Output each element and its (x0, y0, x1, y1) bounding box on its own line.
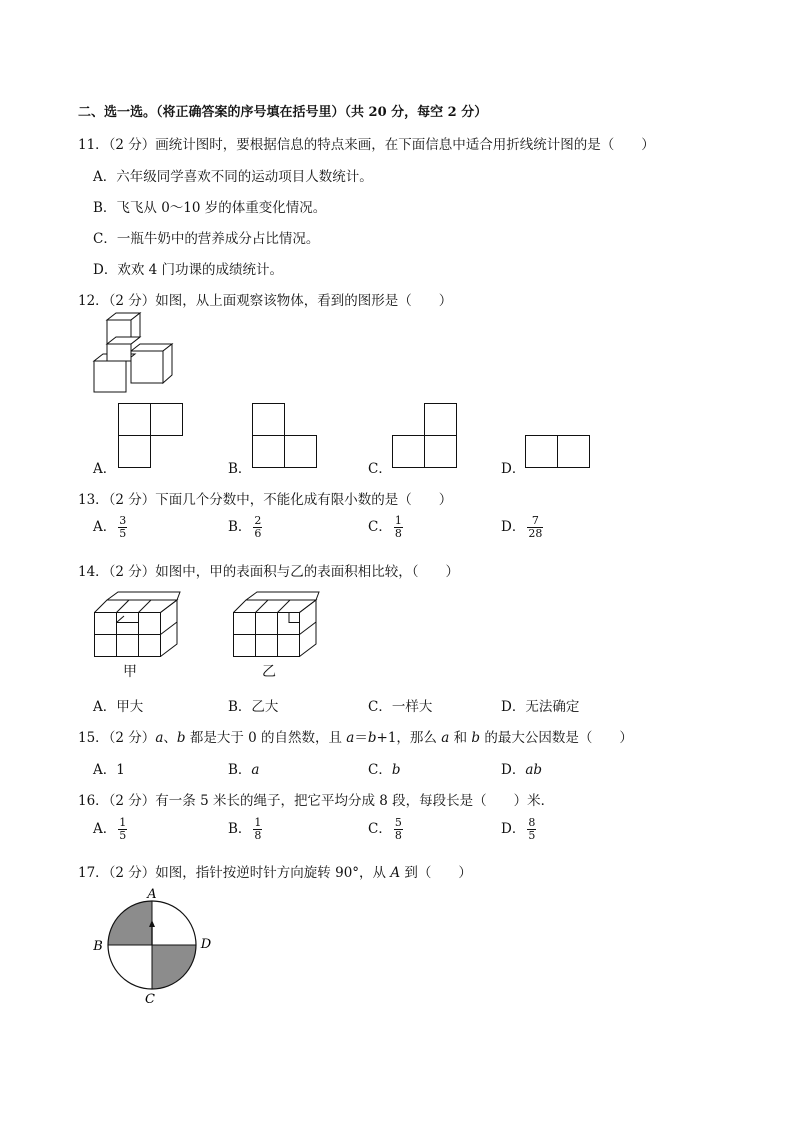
fraction (118, 817, 127, 842)
option-label: A． (93, 762, 117, 778)
option-value: ab (525, 762, 543, 778)
var-a: a (346, 730, 355, 746)
q11-option-b: B．飞飞从 0～10 岁的体重变化情况。 (93, 200, 327, 216)
q12-option-d-label: D． (501, 461, 526, 477)
fraction (394, 817, 403, 842)
q11-option-d: D．欢欢 4 门功课的成绩统计。 (93, 262, 283, 278)
q13-option-c (368, 515, 403, 540)
option-label: C． (368, 762, 392, 778)
question-17-stem (78, 861, 472, 881)
label-point-d: D (200, 937, 212, 952)
q14-option-d: D．无法确定 (501, 699, 580, 715)
q16-option-c (368, 817, 403, 842)
q14-caption-yi: 乙 (262, 664, 276, 680)
option-label: A． (93, 821, 117, 837)
q12-option-a-label: A． (93, 461, 117, 477)
option-label: B． (228, 519, 252, 535)
q15-option-b (228, 758, 259, 778)
q13-option-a (93, 515, 127, 540)
option-value: a (251, 762, 260, 778)
denominator: 8 (254, 829, 262, 842)
q11-option-c: C．一瓶牛奶中的营养成分占比情况。 (93, 231, 320, 247)
option-label: C． (368, 519, 392, 535)
fraction (253, 515, 262, 540)
option-label: D． (501, 519, 526, 535)
option-label: A． (93, 519, 117, 535)
question-11-stem: 11．（2 分）画统计图时，要根据信息的特点来画，在下面信息中适合用折线统计图的是（ ） (78, 137, 655, 153)
q14-caption-jia: 甲 (123, 664, 137, 680)
q16-option-b (228, 817, 262, 842)
numerator: 8 (528, 816, 536, 829)
q16-option-d (501, 817, 536, 842)
denominator: 28 (528, 527, 543, 540)
point-a-ref: A (390, 865, 401, 881)
q12-option-a-shape (118, 403, 184, 469)
denominator: 5 (528, 829, 536, 842)
shaded-quadrant (152, 945, 196, 989)
shaded-quadrant (108, 901, 152, 945)
numerator: 5 (394, 816, 402, 829)
q12-option-d-shape (525, 435, 591, 469)
option-label: B． (228, 762, 252, 778)
numerator: 7 (531, 514, 539, 527)
question-15-stem (78, 726, 633, 746)
denominator: 5 (119, 829, 127, 842)
var-b: b (471, 730, 481, 746)
fraction (394, 515, 403, 540)
var-a: a (155, 730, 164, 746)
question-14-stem: 14．（2 分）如图中，甲的表面积与乙的表面积相比较，（ ） (78, 564, 460, 580)
q13-option-d (501, 515, 543, 540)
fraction (253, 817, 262, 842)
var-b: b (176, 730, 186, 746)
option-label: D． (501, 762, 526, 778)
section-title: 二、选一选。（将正确答案的序号填在括号里）（共 20 分，每空 2 分） (78, 105, 488, 120)
numerator: 1 (394, 514, 402, 527)
q15-option-d (501, 758, 542, 778)
q15-option-c (368, 758, 401, 778)
q12-option-b-label: B． (228, 461, 252, 477)
fraction (527, 817, 536, 842)
option-value: b (391, 762, 401, 778)
question-16-stem: 16．（2 分）有一条 5 米长的绳子，把它平均分成 8 段，每段长是（ ）米． (78, 793, 555, 809)
q14-option-c: C．一样大 (368, 699, 433, 715)
stem-text: +1，那么 (376, 730, 442, 746)
fraction (118, 515, 127, 540)
question-12-stem: 12．（2 分）如图，从上面观察该物体，看到的图形是（ ） (78, 293, 453, 309)
stem-text: 到（ ） (400, 865, 472, 881)
q13-option-b (228, 515, 262, 540)
q11-option-a: A．六年级同学喜欢不同的运动项目人数统计。 (93, 169, 373, 185)
numerator: 3 (119, 514, 127, 527)
option-label: B． (228, 821, 252, 837)
option-value: 1 (116, 762, 125, 778)
fraction (527, 515, 543, 540)
label-point-a: A (147, 887, 157, 902)
label-point-c: C (145, 992, 155, 1007)
var-a: a (441, 730, 450, 746)
numerator: 1 (254, 816, 262, 829)
stem-text: 、 (163, 730, 177, 746)
numerator: 1 (119, 816, 127, 829)
q14-option-a: A．甲大 (93, 699, 144, 715)
stem-text: 和 (449, 730, 472, 746)
stem-text: ＝ (354, 730, 368, 746)
numerator: 2 (254, 514, 262, 527)
question-13-stem: 13．（2 分）下面几个分数中，不能化成有限小数的是（ ） (78, 492, 453, 508)
q17-rotation-dial (88, 885, 218, 1010)
q12-option-b-shape (252, 403, 318, 469)
q14-figure-jia (94, 592, 180, 660)
stem-text: 15．（2 分） (78, 730, 156, 746)
stem-text: 都是大于 0 的自然数，且 (185, 730, 347, 746)
q14-option-b: B．乙大 (228, 699, 279, 715)
denominator: 6 (254, 527, 262, 540)
q14-figure-yi (233, 592, 319, 660)
denominator: 8 (394, 527, 402, 540)
stem-text: 17．（2 分）如图，指针按逆时针方向旋转 90°，从 (78, 865, 391, 881)
denominator: 5 (119, 527, 127, 540)
label-point-b: B (93, 939, 103, 954)
q12-option-c-label: C． (368, 461, 392, 477)
q12-cube-figure (92, 313, 176, 395)
q15-option-a (93, 758, 125, 778)
option-label: C． (368, 821, 392, 837)
q12-option-c-shape (392, 403, 458, 469)
stem-text: 的最大公因数是（ ） (480, 730, 633, 746)
var-b: b (367, 730, 377, 746)
denominator: 8 (394, 829, 402, 842)
q16-option-a (93, 817, 127, 842)
option-label: D． (501, 821, 526, 837)
